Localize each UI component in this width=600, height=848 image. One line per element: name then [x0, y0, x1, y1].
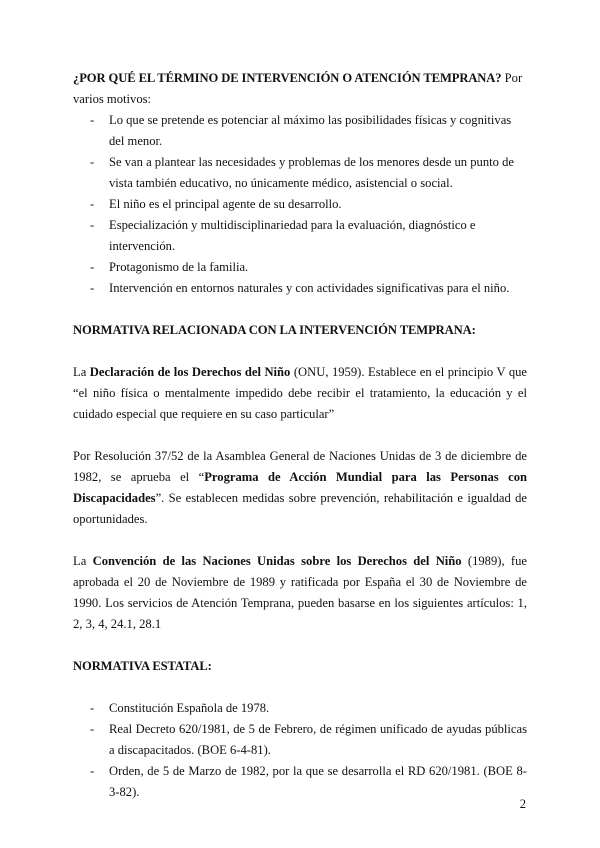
spacer: [73, 341, 527, 362]
paragraph-text: (ONU, 1959). Establece en el principio V que “el niño física o mentalmente impedido debe recibir el tratamiento, la educación y el cuidado especial que requiere en su caso particular”: [73, 365, 528, 421]
paragraph-text: Por Resolución 37/52 de la Asamblea General de Naciones Unidas de 3 de diciembre de 1982, se aprueba el “: [73, 449, 527, 484]
programa-title: Programa de Acción Mundial para las Personas con Discapacidades: [73, 470, 528, 505]
estatal-heading: NORMATIVA ESTATAL:: [73, 659, 212, 673]
question-intro: Por varios motivos:: [73, 71, 523, 106]
list-item: - Protagonismo de la familia.: [73, 257, 527, 278]
list-item: - Lo que se pretende es potenciar al máximo las posibilidades físicas y cognitivas del menor.: [73, 110, 527, 152]
list-item: - Especialización y multidisciplinariedad para la evaluación, diagnóstico e intervención.: [73, 215, 527, 257]
spacer: [73, 425, 527, 446]
page-content: [73, 68, 527, 803]
question-paragraph: [73, 68, 527, 110]
spacer: [73, 299, 527, 320]
page-number: 2: [519, 797, 526, 811]
resolucion-paragraph: [73, 446, 527, 530]
list-item: - Intervención en entornos naturales y con actividades significativas para el niño.: [73, 278, 527, 299]
list-item: - El niño es el principal agente de su desarrollo.: [73, 194, 527, 215]
convencion-paragraph: [73, 551, 527, 635]
spacer: [73, 530, 527, 551]
list-item: - Constitución Española de 1978.: [73, 698, 527, 719]
convencion-title: Convención de las Naciones Unidas sobre los Derechos del Niño: [92, 554, 462, 568]
paragraph-text: La: [73, 365, 90, 379]
question-heading: ¿POR QUÉ EL TÉRMINO DE INTERVENCIÓN O ATENCIÓN TEMPRANA?: [73, 71, 502, 85]
declaracion-paragraph: [73, 362, 527, 425]
paragraph-text: ”. Se establecen medidas sobre prevención, rehabilitación e igualdad de oportunidades.: [73, 491, 527, 526]
declaracion-title: Declaración de los Derechos del Niño: [89, 365, 291, 379]
list-item: - Real Decreto 620/1981, de 5 de Febrero, de régimen unificado de ayudas públicas a discapacitados. (BOE 6-4-81).: [73, 719, 527, 761]
paragraph-text: (1989), fue aprobada el 20 de Noviembre de 1989 y ratificada por España el 30 de Noviembre de 1990. Los servicios de Atención Temprana, pueden basarse en los siguientes artículos: 1, 2, 3, 4, 24.1, 28.1: [73, 554, 527, 631]
normativa-heading: NORMATIVA RELACIONADA CON LA INTERVENCIÓN TEMPRANA:: [73, 323, 476, 337]
spacer: [73, 635, 527, 656]
list-item: - Se van a plantear las necesidades y problemas de los menores desde un punto de vista también educativo, no únicamente médico, asistencial o social.: [73, 152, 527, 194]
paragraph-text: La: [73, 554, 93, 568]
estatal-list: [73, 698, 527, 803]
list-item: - Orden, de 5 de Marzo de 1982, por la que se desarrolla el RD 620/1981. (BOE 8-3-82).: [73, 761, 527, 803]
spacer: [73, 677, 527, 698]
reasons-list: [73, 110, 527, 299]
